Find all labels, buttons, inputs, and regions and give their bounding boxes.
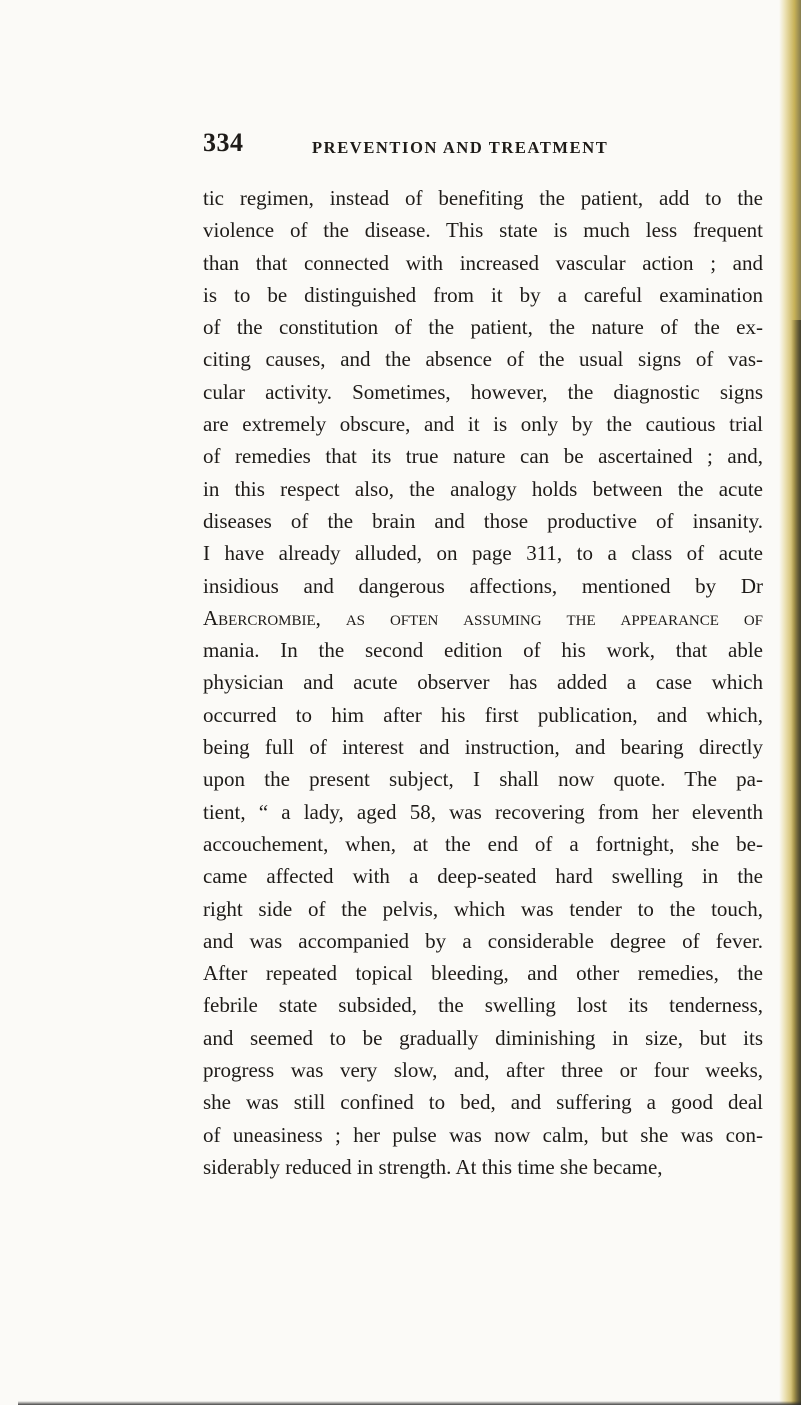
text-line: febrile state subsided, the swelling lost its tenderness, <box>203 993 763 1018</box>
text-line: insidious and dangerous affections, mentioned by Dr <box>203 573 763 598</box>
page-bottom-edge <box>18 1401 801 1405</box>
text-line: of remedies that its true nature can be ascertained ; and, <box>203 444 763 469</box>
text-line: physician and acute observer has added a case which <box>203 670 763 695</box>
text-line: of the constitution of the patient, the nature of the ex- <box>203 315 763 340</box>
text-line: are extremely obscure, and it is only by the cautious trial <box>203 412 763 437</box>
text-line: and seemed to be gradually diminishing in size, but its <box>203 1025 763 1050</box>
text-line: than that connected with increased vascular action ; and <box>203 250 763 275</box>
body-text <box>203 182 763 1183</box>
text-line: I have already alluded, on page 311, to a class of acute <box>203 541 763 566</box>
page-number: 334 <box>203 128 244 157</box>
text-line: cular activity. Sometimes, however, the diagnostic signs <box>203 379 763 404</box>
text-line: right side of the pelvis, which was tender to the touch, <box>203 896 763 921</box>
text-line: and was accompanied by a considerable degree of fever. <box>203 928 763 953</box>
text-line: being full of interest and instruction, and bearing directly <box>203 735 763 760</box>
text-line: tient, “ a lady, aged 58, was recovering from her eleventh <box>203 799 763 824</box>
running-head-title: PREVENTION AND TREATMENT <box>312 138 609 157</box>
text-line: in this respect also, the analogy holds between the acute <box>203 476 763 501</box>
text-line: violence of the disease. This state is much less frequent <box>203 218 763 243</box>
text-line: After repeated topical bleeding, and other remedies, the <box>203 961 763 986</box>
text-line: of uneasiness ; her pulse was now calm, but she was con- <box>203 1122 763 1147</box>
text-line: citing causes, and the absence of the usual signs of vas- <box>203 347 763 372</box>
text-line: tic regimen, instead of benefiting the patient, add to the <box>203 186 763 210</box>
text-line: mania. In the second edition of his work, that able <box>203 638 763 663</box>
text-line: is to be distinguished from it by a careful examination <box>203 282 763 307</box>
binding-edge <box>791 320 801 1405</box>
text-line: accouchement, when, at the end of a fortnight, she be- <box>203 831 763 856</box>
text-line: Abercrombie, as often assuming the appearance of <box>203 605 763 630</box>
text-line: occurred to him after his first publication, and which, <box>203 702 763 727</box>
text-line: diseases of the brain and those productive of insanity. <box>203 508 763 533</box>
text-line: upon the present subject, I shall now quote. The pa- <box>203 767 763 792</box>
text-line: siderably reduced in strength. At this time she became, <box>203 1154 663 1179</box>
text-line: came affected with a deep-seated hard swelling in the <box>203 864 763 889</box>
running-head <box>203 128 763 164</box>
text-line: she was still confined to bed, and suffering a good deal <box>203 1090 763 1115</box>
text-line: progress was very slow, and, after three or four weeks, <box>203 1058 763 1083</box>
